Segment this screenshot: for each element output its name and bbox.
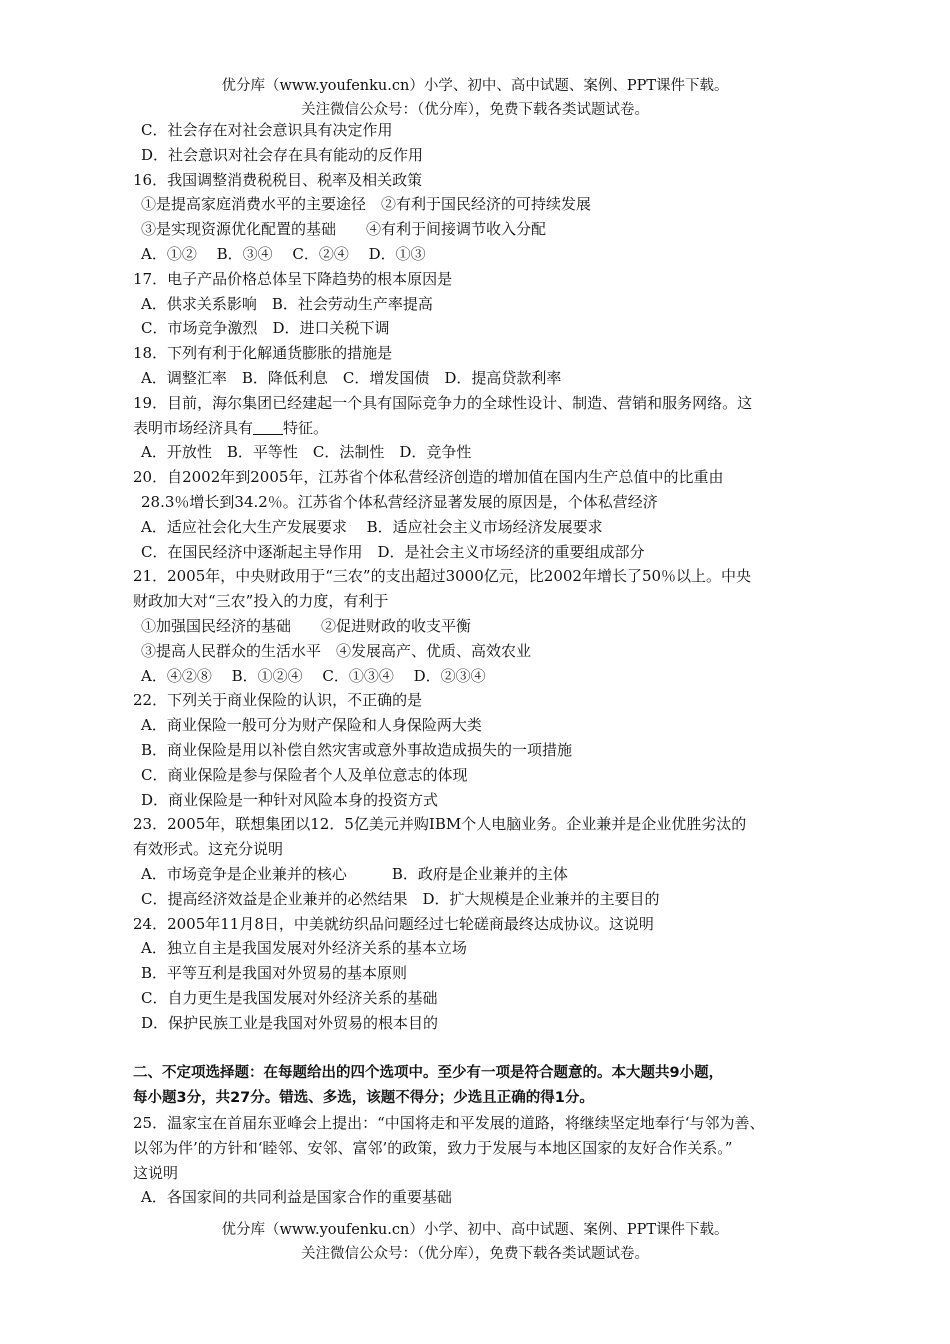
option-line: C．自力更生是我国发展对外经济关系的基础 xyxy=(141,988,438,1007)
statement-line: ③提高人民群众的生活水平 ④发展高产、优质、高效农业 xyxy=(141,641,532,660)
header-line-1: 优分库（www.youfenku.cn）小学、初中、高中试题、案例、PPT课件下载。 xyxy=(221,78,729,94)
section-gap xyxy=(133,1035,833,1061)
option-line: D．保护民族工业是我国对外贸易的根本目的 xyxy=(141,1013,439,1032)
option-line: A．商业保险一般可分为财产保险和人身保险两大类 xyxy=(141,716,482,735)
question-19-text-end: 特征。 xyxy=(283,418,329,437)
option-line: C．在国民经济中逐渐起主导作用 D．是社会主义市场经济的重要组成部分 xyxy=(141,542,645,561)
option-line: C．商业保险是参与保险者个人及单位意志的体现 xyxy=(141,765,468,784)
option-line: A．调整汇率 B．降低利息 C．增发国债 D．提高贷款利率 xyxy=(141,368,562,387)
option-line: A．④②⑧ B．①②④ C．①③④ D．②③④ xyxy=(141,666,486,685)
question-25-continued: 这说明 xyxy=(133,1163,179,1182)
statement-line: ①是提高家庭消费水平的主要途径 ②有利于国民经济的可持续发展 xyxy=(141,195,592,214)
question-17: 17．电子产品价格总体呈下降趋势的根本原因是 xyxy=(133,269,453,288)
question-24: 24．2005年11月8日，中美就纺织品问题经过七轮磋商最终达成协议。这说明 xyxy=(133,914,654,933)
option-line: A．供求关系影响 B．社会劳动生产率提高 xyxy=(141,294,433,313)
question-21-continued: 财政加大对“三农”投入的力度，有利于 xyxy=(133,592,389,611)
option-line: A．各国家间的共同利益是国家合作的重要基础 xyxy=(141,1188,452,1207)
page-header xyxy=(0,74,950,122)
statement-line: ①加强国民经济的基础 ②促进财政的收支平衡 xyxy=(141,616,472,635)
option-line: D．商业保险是一种针对风险本身的投资方式 xyxy=(141,790,439,809)
header-line-2: 关注微信公众号：（优分库），免费下载各类试题试卷。 xyxy=(301,102,649,118)
question-25-continued: 以邻为伴’的方针和‘睦邻、安邻、富邻’的政策，致力于发展与本地区国家的友好合作关系。” xyxy=(133,1138,733,1157)
answer-blank xyxy=(253,419,283,437)
footer-line-1: 优分库（www.youfenku.cn）小学、初中、高中试题、案例、PPT课件下载。 xyxy=(221,1222,729,1238)
question-21: 21．2005年，中央财政用于“三农”的支出超过3000亿元，比2002年增长了50％以上。中央 xyxy=(133,567,752,586)
section-heading: 二、不定项选择题：在每题给出的四个选项中。至少有一项是符合题意的。本大题共9小题， xyxy=(133,1065,724,1082)
question-20-continued: 28.3％增长到34.2％。江苏省个体私营经济显著发展的原因是，个体私营经济 xyxy=(141,492,658,511)
option-line: A．独立自主是我国发展对外经济关系的基本立场 xyxy=(141,939,467,958)
page-footer xyxy=(0,1218,950,1266)
question-19: 19．目前，海尔集团已经建起一个具有国际竞争力的全球性设计、制造、营销和服务网络。这 xyxy=(133,393,753,412)
question-20: 20．自2002年到2005年，江苏省个体私营经济创造的增加值在国内生产总值中的比重由 xyxy=(133,468,724,487)
option-line: A．适应社会化大生产发展要求 B．适应社会主义市场经济发展要求 xyxy=(141,517,603,536)
footer-line-2: 关注微信公众号：（优分库），免费下载各类试题试卷。 xyxy=(301,1246,649,1262)
option-line: C．市场竞争激烈 D．进口关税下调 xyxy=(141,319,390,338)
option-line: A．市场竞争是企业兼并的核心 B．政府是企业兼并的主体 xyxy=(141,864,568,883)
question-23: 23．2005年，联想集团以12．5亿美元并购IBM个人电脑业务。企业兼并是企业优胜劣汰的 xyxy=(133,815,747,834)
question-19-continued xyxy=(133,416,833,441)
option-line: A．开放性 B．平等性 C．法制性 D．竞争性 xyxy=(141,443,472,462)
option-line: C．社会存在对社会意识具有决定作用 xyxy=(141,121,393,139)
option-line: B．商业保险是用以补偿自然灾害或意外事故造成损失的一项措施 xyxy=(141,740,573,759)
question-19-text: 表明市场经济具有 xyxy=(133,418,254,437)
option-line: A．①② B．③④ C．②④ D．①③ xyxy=(141,244,426,263)
question-23-continued: 有效形式。这充分说明 xyxy=(133,840,284,859)
option-line: D．社会意识对社会存在具有能动的反作用 xyxy=(141,145,424,164)
statement-line: ③是实现资源优化配置的基础 ④有利于间接调节收入分配 xyxy=(141,220,547,239)
section-heading-continued: 每小题3分，共27分。错选、多选，该题不得分；少选且正确的得1分。 xyxy=(133,1090,594,1107)
exam-content xyxy=(133,118,833,1210)
question-18: 18．下列有利于化解通货膨胀的措施是 xyxy=(133,344,393,363)
option-line: C．提高经济效益是企业兼并的必然结果 D．扩大规模是企业兼并的主要目的 xyxy=(141,889,660,908)
question-22: 22．下列关于商业保险的认识，不正确的是 xyxy=(133,691,423,710)
question-25: 25．温家宝在首届东亚峰会上提出：“中国将走和平发展的道路，将继续坚定地奉行‘与邻为善、 xyxy=(133,1114,765,1133)
option-line: B．平等互利是我国对外贸易的基本原则 xyxy=(141,964,408,983)
question-16: 16．我国调整消费税税目、税率及相关政策 xyxy=(133,170,423,189)
